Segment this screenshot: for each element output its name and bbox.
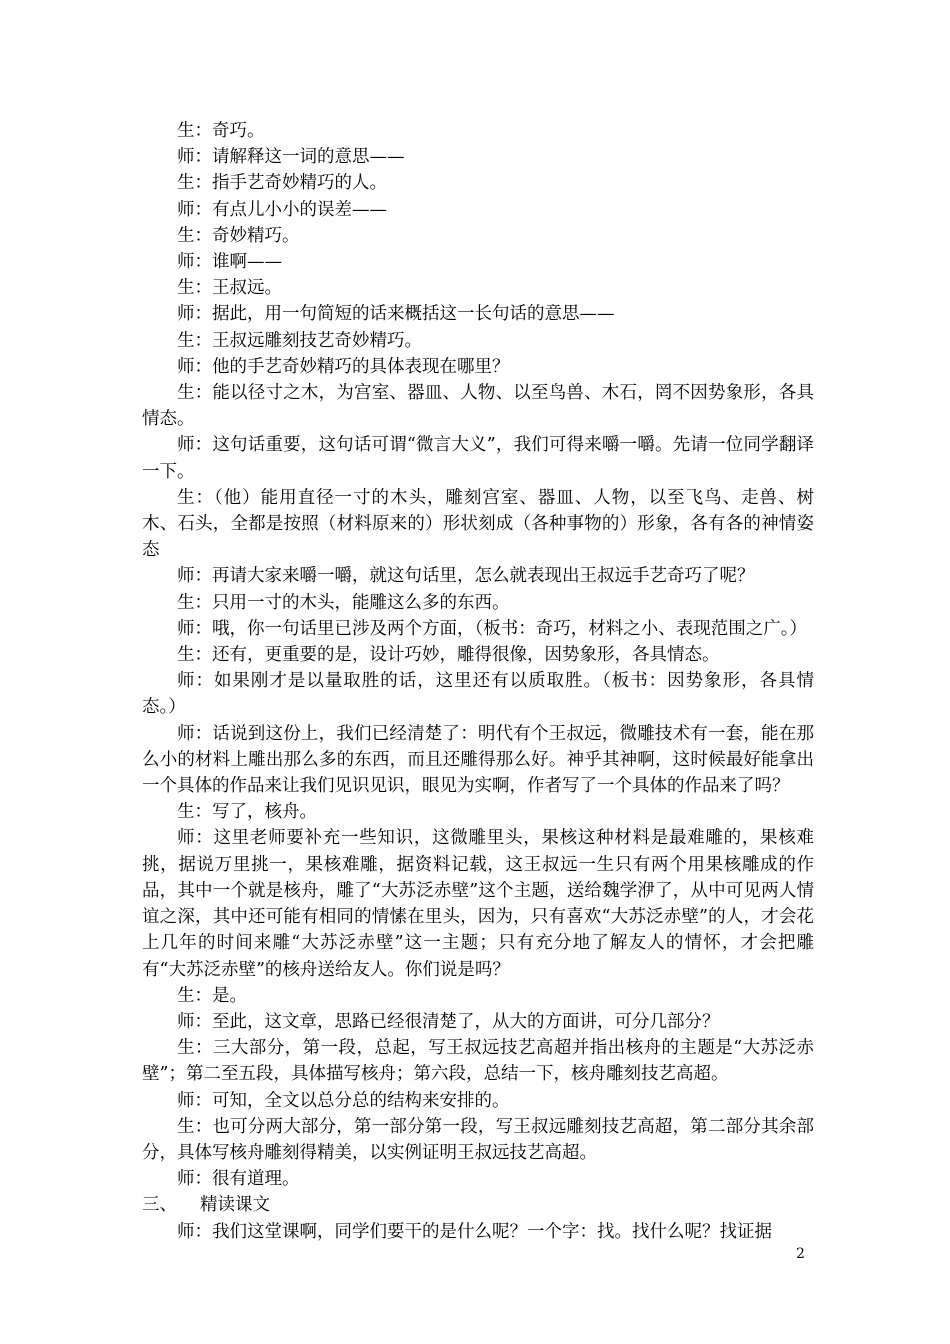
paragraph: 师：谁啊—— [177, 252, 282, 273]
paragraph: 生：是。 [177, 985, 247, 1006]
paragraph: 生：只用一寸的木头，能雕这么多的东西。 [177, 592, 510, 613]
paragraph: 生：奇妙精巧。 [177, 225, 300, 246]
section-heading [142, 1192, 814, 1218]
page-number: 2 [796, 1246, 805, 1262]
paragraph: 生：写了，核舟。 [177, 802, 317, 823]
paragraph: 师：话说到这份上，我们已经清楚了：明代有个王叔远，微雕技术有一套，能在那么小的材料上雕出那么多的东西，而且还雕得那么好。神乎其神啊，这时候最好能拿出一个具体的作品来让我们见识见识，眼见为实啊，作者写了一个具体的作品来了吗？ [142, 723, 814, 797]
paragraph: 生：奇巧。 [177, 121, 265, 141]
paragraph: 生：王叔远雕刻技艺奇妙精巧。 [177, 330, 422, 351]
paragraph: 生：指手艺奇妙精巧的人。 [177, 173, 387, 194]
paragraph: 师：很有道理。 [177, 1169, 300, 1190]
paragraph: 师：我们这堂课啊，同学们要干的是什么呢？一个字：找。找什么呢？找证据 [177, 1221, 772, 1242]
body-text [142, 118, 814, 1245]
paragraph: 生：三大部分，第一段，总起，写王叔远技艺高超并指出核舟的主题是“大苏泛赤壁”；第二至五段，具体描写核舟；第六段，总结一下，核舟雕刻技艺高超。 [142, 1038, 814, 1085]
paragraph: 师：如果刚才是以量取胜的话，这里还有以质取胜。（板书：因势象形，各具情态。） [142, 671, 814, 718]
paragraph: 师：有点儿小小的误差—— [177, 199, 387, 220]
paragraph: 师：可知，全文以总分总的结构来安排的。 [177, 1090, 510, 1111]
paragraph: 师：他的手艺奇妙精巧的具体表现在哪里？ [177, 356, 510, 377]
paragraph: 师：再请大家来嚼一嚼，就这句话里，怎么就表现出王叔远手艺奇巧了呢？ [177, 566, 755, 587]
paragraph: 师：请解释这一词的意思—— [177, 147, 405, 168]
section-title: 精读课文 [200, 1195, 270, 1216]
paragraph: 师：至此，这文章，思路已经很清楚了，从大的方面讲，可分几部分？ [177, 1011, 720, 1032]
paragraph: 生：还有，更重要的是，设计巧妙，雕得很像，因势象形，各具情态。 [177, 645, 720, 666]
paragraph: 生：也可分两大部分，第一部分第一段，写王叔远雕刻技艺高超，第二部分其余部分，具体写核舟雕刻得精美，以实例证明王叔远技艺高超。 [142, 1116, 814, 1163]
section-number: 三、 [142, 1195, 177, 1216]
paragraph: 师：这里老师要补充一些知识，这微雕里头，果核这种材料是最难雕的，果核难挑，据说万里挑一，果核难雕，据资料记载，这王叔远一生只有两个用果核雕成的作品，其中一个就是核舟，雕了“大苏泛赤壁”这个主题，送给魏学洢了，从中可见两人情谊之深，其中还可能有相同的情愫在里头，因为，只有喜欢“大苏泛赤壁”的人，才会花上几年的时间来雕“大苏泛赤壁”这一主题；只有充分地了解友人的情怀，才会把雕有“大苏泛赤壁”的核舟送给友人。你们说是吗？ [142, 828, 814, 980]
paragraph: 师：据此，用一句简短的话来概括这一长句话的意思—— [177, 304, 615, 325]
paragraph: 师：这句话重要，这句话可谓“微言大义”，我们可得来嚼一嚼。先请一位同学翻译一下。 [142, 435, 814, 482]
paragraph: 师：哦，你一句话里已涉及两个方面，（板书：奇巧，材料之小、表现范围之广。） [177, 618, 807, 639]
paragraph: 生：能以径寸之木，为宫室、器皿、人物、以至鸟兽、木石，罔不因势象形，各具情态。 [142, 383, 814, 430]
paragraph: 生：（他）能用直径一寸的木头，雕刻宫室、器皿、人物，以至飞鸟、走兽、树木、石头，全都是按照（材料原来的）形状刻成（各种事物的）形象，各有各的神情姿态 [142, 487, 814, 561]
paragraph: 生：王叔远。 [177, 278, 282, 299]
